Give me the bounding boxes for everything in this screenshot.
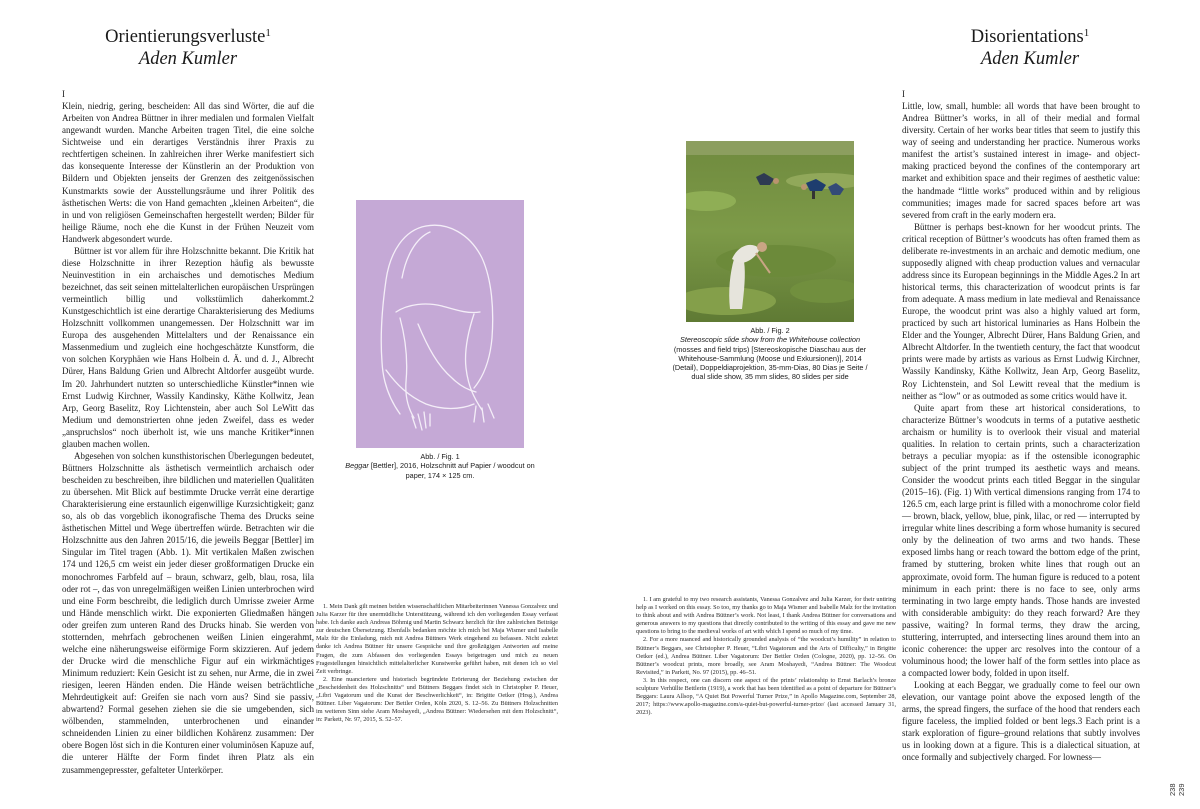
title-block-en — [960, 22, 1100, 70]
essay-title-de: Orientierungsverluste$^1$ — [105, 27, 271, 47]
footnote-en-1: 1. I am grateful to my two research assistants, Vanessa Gonzalvez and Julia Karzer, for their untiring help as I worked on this essay. So too, my thanks go to Maja Wismer and Isabelle Malz for the invitation to think about and with Andrea Büttner’s work. Not least, I thank Andrea Büttner for conversations and generous answers to my questions that directly contributed to the writing of this essay and gave me new questions to bring to the medieval works of art with which I spend so much of my time. — [636, 596, 896, 636]
author-de: Aden Kumler — [138, 49, 238, 69]
figure-1-details: [Bettler], 2016, Holzschnitt auf Papier / woodcut on paper, 174 × 125 cm. — [368, 461, 535, 480]
paragraph-de-3: Abgesehen von solchen kunsthistorischen Überlegungen bedeutet, Büttners Holzschnitte als ästhetisch vermeintlich archaisch oder bescheiden zu beschreiben, ihre bildlichen und materiellen Qualitäten zu übersehen. Mit Blick auf bestimmte Drucke verrät eine derartige Charakterisierung eine erstaunlich eigenwillige Kurzsichtigkeit; ganz so, als ob das vorgeblich ikonografische Thema des Drucks seine ästhetischen Mittel und Wege übertreffen würde. Betrachten wir die Holzschnitte aus den Jahren 2015/16, die jeweils Beggar [Bettler] im Singular im Titel tragen (Abb. 1). Mit vertikalen Maßen zwischen 174 und 126,5 cm weist ein jeder dieser großformatigen Drucke ein monochromes Farbfeld auf – braun, schwarz, gelb, blau, rosa, lila oder rot –, das von unregelmäßigen weißen Linien unterbrochen wird und eine Form beschreibt, die lediglich durch Umrisse zweier Arme und Hände menschlich wirkt. Die exponierten Gliedmaßen hängen oder greifen zum unteren Rand des Drucks hinab. Sie werden von stotternden, mehrfach gebrochenen weißen Linien eingerahmt, welche eine näherungsweise eiförmige Form skizzieren. Auf jedem der Drucke wird die menschliche Figur auf ein wirkmächtiges Minimum reduziert: Kein Gesicht ist zu sehen, nur Arme, die in zwei riesigen, leeren Händen enden. Die Hände weisen beträchtliche Mehrdeutigkeit auf: Greifen sie nach vorn aus? Sind sie passiv, abwartend? Formal gesehen ziehen sie die sie umgebenden, sich wölbenden, stammelnden, unterbrochenen und einander schneidenden Linien zu einer bildlichen Kohärenz zusammen: Der obere Bogen löst sich in die Konturen einer voluminösen Kapuze auf, die unterer Hälfte der Form findet ihren Platz als ein zusammengepresster, gefalteter Unterkörper. — [62, 450, 314, 775]
figure-2-caption — [668, 326, 872, 382]
paragraph-en-4: Looking at each Beggar, we gradually come to feel our own elevation, our vantage point above the exposed length of the arms, the spread fingers, the surface of the hood that renders each figure faceless, the implied folded or bent legs.3 Each print is a stark exploration of figure–ground relations that subtly involves us in looking down at a figure. This is a dialectical situation, at once formally and subjectively charged. For lowness— — [902, 680, 1140, 763]
beggar-woodcut-drawing — [356, 200, 524, 448]
body-column-de — [62, 88, 314, 776]
footnote-de-2: 2. Eine nuanciertere und historisch begründete Erörterung der Beziehung zwischen der „Bescheidenheit des Holzschnitts“ und Büttners Beggars findet sich in Christopher P. Heuer, „Libri Vagatorum und die Kunst der Beschwerlichkeit“, in: Brigitte Oetker (Hrsg.), Andrea Büttner. Liber Vagatorum: Der Bettler Orden, Köln 2020, S. 12–56. Zu Büttners Holzschnitten im weiteren Sinn siehe Aram Moshayedi, „Andrea Büttner: Wiedersehen mit dem Holzschnitt“, in: Parkett, Nr. 97, 2015, S. 52–57. — [316, 675, 558, 724]
author-en: Aden Kumler — [980, 49, 1080, 69]
figure-1-label: Abb. / Fig. 1 — [420, 452, 460, 461]
page-number-left: 238 — [1168, 783, 1177, 796]
figure-1-woodcut-image — [356, 200, 524, 448]
body-column-en — [902, 88, 1140, 764]
paragraph-de-1: Klein, niedrig, gering, bescheiden: All das sind Wörter, die auf die Arbeiten von Andrea Büttner in ihrer medialen und formalen Vielfalt angewandt wurden. Manche Arbeiten tragen Titel, die eine solche Sichtweise und ein derartiges Verständnis ihrer Praxis zu rechtfertigen scheinen. In zahlreichen ihrer Werke manifestiert sich das konsequente Interesse der Künstlerin an der Produktion von Bildern und Objekten jenseits der Grenzen des zeitgenössischen Kunstmarkts sowie der Ausstellungsräume und ihrer Politik des ästhetischen Werts: die von Hand gemachten „kleinen Arbeiten“, die in und von religiösen Gemeinschaften hergestellt werden; Bilder für heilige Räume, noch ehe die Kunst in der Frühen Neuzeit vom Handwerk abgesondert wurde. — [62, 101, 314, 244]
section-number-en: I — [902, 89, 905, 99]
title-block-de — [98, 22, 278, 70]
footnotes-de — [316, 603, 558, 724]
paragraph-en-3: Quite apart from these art historical considerations, to characterize Büttner’s woodcuts in terms of a putative aesthetic archaism or humility is to overlook their visual and material qualities. In relation to certain prints, such a characterization betrays a peculiar myopia: as if the ostensible iconographic subject of the print trumped its aesthetic ways and means. Consider the woodcut prints each titled Beggar in the singular (2015–16). (Fig. 1) With vertical dimensions ranging from 174 to 126.5 cm, each large print is filled with a monochrome color field — brown, black, yellow, blue, pink, lilac, or red — interrupted by irregular white lines describing a form whose humanity is secured only by the delineation of two arms and two hands. These exposed limbs hang or reach toward the bottom edge of the print, framed by stuttering, broken white lines that rough out an approximate, ovoid form. The human figure is reduced to a potent minimum in each print: there is no face to see, only arms terminating in two large empty hands. Those hands are invested with considerable ambiguity: do they reach forward? Are they passive, waiting? In formal terms, they draw the arcing, stuttering, interrupted, and intersecting lines around them into an iconic coherence: the upper arc resolves into the contour of a voluminous hood; the lower half of the form settles into place as a compacted lower body, folded in upon itself. — [902, 402, 1140, 678]
figure-2-slide-photo — [686, 141, 854, 322]
figure-2-label: Abb. / Fig. 2 — [750, 326, 790, 335]
footnotes-en — [636, 596, 896, 717]
figure-2-details: (mosses and field trips) [Stereoskopische Diaschau aus der Whitehouse-Sammlung (Moose und Exkursionen)], 2014 (Detail), Doppeldiaprojektion, 35-mm-Dias, 80 Dias je Seite / dual slide show, 35 mm slides, 80 slides per side — [672, 344, 868, 382]
footnote-de-1: 1. Mein Dank gilt meinen beiden wissenschaftlichen Mitarbeiterinnen Vanessa Gonzalvez und Julia Karzer für ihre unermüdliche Unterstützung, während ich den vorliegenden Essay verfasst habe. Ich danke auch Andreas Böhmig und Martin Schwarz herzlich für ihre zahlreichen Beiträge zur deutschen Übersetzung. Ebenfalls bedanken möchte ich mich bei Maja Wismer und Isabelle Malz für die Einladung, mich mit Andrea Büttners Werk eingehend zu befassen. Nicht zuletzt danke ich Andrea Büttner für unsere Gespräche und ihre großzügigen Antworten auf meine Fragen, die zum Abfassen des vorliegenden Essays beigetragen und mich zu neuen Fragestellungen hinsichtlich mittelalterlicher Kunstwerke geführt haben, mit denen ich so viel Zeit verbringe. — [316, 603, 558, 675]
paragraph-de-2: Büttner ist vor allem für ihre Holzschnitte bekannt. Die Kritik hat diese Holzschnitte in ihrer Rezeption häufig als bewusste Neuinvestition in ein archaisches und demotisches Medium bezeichnet, das seit seinen mittelalterlichen europäischen Ursprüngen vermeintlich billig und volkstümlich daherkommt.2 Kunstgeschichtlich ist eine derartige Charakterisierung des Mediums Holzschnitt vollkommen unangemessen. Der Holzschnitt war im Europa des ausgehenden Mittelalters und der Renaissance ein Massenmedium und zugleich eine hochgeschätzte Kunstform, die von solchen Koryphäen wie Hans Holbein d. Ä. und d. J., Albrecht Dürer, Hans Baldung Grien und Albrecht Altdorfer ausgeübt wurde. Im 20. Jahrhundert nutzten so unterschiedliche Künstler*innen wie Ernst Ludwig Kirchner, Wassily Kandinsky, Käthe Kollwitz, Jean Arp, Georg Baselitz, Roy Lichtenstein, aber auch Sol LeWitt das Medium und demonstrierten ohne jeden Zweifel, dass es weder „anspruchslos“ noch überholt ist, wie uns manche Kritiker*innen glauben machen wollen. — [62, 245, 314, 449]
page-number-right: 239 — [1177, 783, 1186, 796]
figure-1-title: Beggar — [345, 461, 369, 471]
moss-field-photo — [686, 141, 854, 322]
paragraph-en-1: Little, low, small, humble: all words that have been brought to Andrea Büttner’s works, in all of their medial and formal diversity. Certain of her works bear titles that seem to justify this way of seeing and understanding her practice. Numerous works manifest the artist’s sustained interest in image- and object-making practiced beyond the confines of the contemporary art market and exhibition space and their regimes of aesthetic value: the handmade “little works” produced within and by religious communities; images made for sacred spaces before art was severed from craft in the early modern era. — [902, 101, 1140, 220]
page-numbers — [1168, 783, 1186, 796]
figure-1-caption — [344, 452, 536, 480]
section-number-de: I — [62, 89, 65, 99]
figure-2-title: Stereoscopic slide show from the Whitehouse collection — [679, 335, 861, 345]
footnote-en-3: 3. In this respect, one can discern one aspect of the prints’ relationship to Ernst Barlach’s bronze sculpture Verhüllte Bettlerin (1919), a work that has been identified as a point of departure for Büttner’s Beggars: Laura Allsop, “A Quiet But Powerful Turner Prize,” in Apollo Magazine.com, September 28, 2017; https://www.apollo-magazine.com/a-quiet-but-powerful-turner-prize/ (last accessed January 31, 2023). — [636, 676, 896, 717]
footnote-en-2: 2. For a more nuanced and historically grounded analysis of “the woodcut’s humility” in relation to Büttner’s Beggars, see Christopher P. Heuer, “Libri Vagatorum and the Arts of Difficulty,” in Brigitte Oetker (ed.), Andrea Büttner. Liber Vagatorum: Der Bettler Orden (Cologne, 2020), pp. 12–56. On Büttner’s woodcut prints, more broadly, see Aram Moshayedi, “Andrea Büttner: The Woodcut Revisited,” in Parkett, No. 97 (2015), pp. 46–51. — [636, 636, 896, 676]
essay-title-en: Disorientations$^1$ — [970, 27, 1090, 47]
paragraph-en-2: Büttner is perhaps best-known for her woodcut prints. The critical reception of Büttner’s woodcuts has often framed them as deliberate re-investments in an archaic and demotic medium, one supposedly aligned with cheap production values and vernacular address since its European beginnings in the Middle Ages.2 In art historical terms, this characterization of woodcut prints is far from adequate. A mass medium in late medieval and Renaissance Europe, the woodcut print was also a highly valued art form, practiced by such art historical luminaries as Hans Holbein the Elder and the Younger, Albrecht Dürer, Hans Baldung Grien, and Albrecht Altdorfer. In the twentieth century, the fact that woodcut prints were made by artists as various as Ernst Ludwig Kirchner, Wassily Kandinsky, Käthe Kollwitz, Jean Arp, Georg Baselitz, Roy Lichtenstein, and Sol Lewitt reveal that the medium is neither as “low” or as outmoded as some critics would have it. — [902, 221, 1140, 401]
